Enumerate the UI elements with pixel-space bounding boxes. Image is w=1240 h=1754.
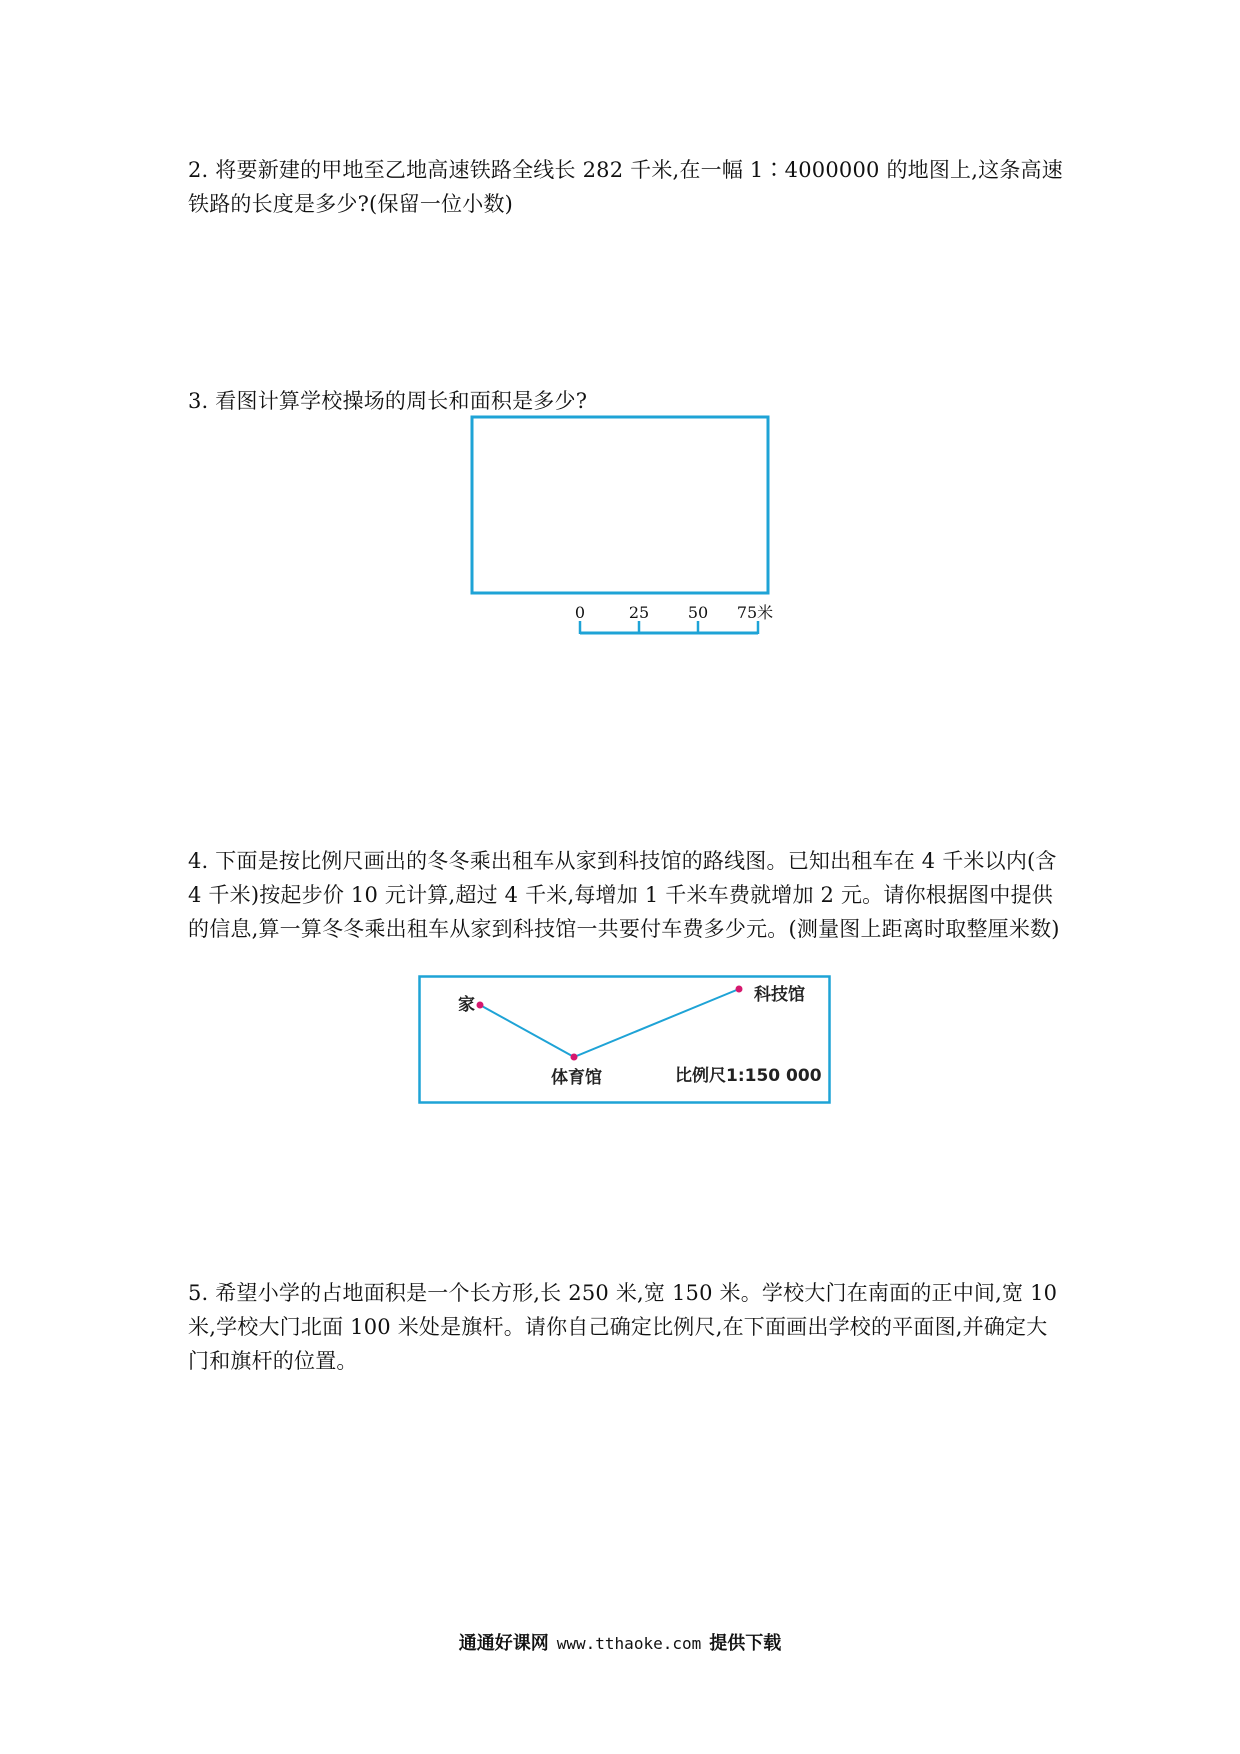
gym-point	[571, 1054, 578, 1061]
footer-suffix: 提供下载	[709, 1633, 782, 1654]
question-3: 3. 看图计算学校操场的周长和面积是多少?	[188, 389, 588, 413]
map-scale-label: 比例尺1:150 000	[675, 1066, 822, 1086]
scale-tick-75: 75米	[736, 603, 774, 622]
scale-bar	[580, 621, 758, 634]
scale-tick-50: 50	[687, 603, 709, 622]
museum-label: 科技馆	[754, 985, 805, 1005]
question-5: 5. 希望小学的占地面积是一个长方形,长 250 米,宽 150 米。学校大门在南面的正中间,宽 10 米,学校大门北面 100 米处是旗杆。请你自己确定比例尺,在下面画出学校的平面图,并确定大门和旗杆的位置。	[188, 1281, 1058, 1373]
footer-site-name: 通通好课网	[458, 1633, 549, 1654]
home-point	[477, 1002, 484, 1009]
scale-tick-0: 0	[574, 603, 586, 622]
question-2: 2. 将要新建的甲地至乙地高速铁路全线长 282 千米,在一幅 1∶4000000 的地图上,这条高速铁路的长度是多少?(保留一位小数)	[188, 158, 1063, 216]
footer-url[interactable]: www.tthaoke.com	[556, 1634, 702, 1653]
route-path	[480, 989, 739, 1057]
playground-rectangle	[472, 417, 768, 593]
scale-tick-25: 25	[628, 603, 650, 622]
museum-point	[736, 986, 743, 993]
route-map	[418, 975, 832, 1105]
page-footer	[0, 1632, 1240, 1656]
gym-label: 体育馆	[551, 1068, 602, 1088]
question-4: 4. 下面是按比例尺画出的冬冬乘出租车从家到科技馆的路线图。已知出租车在 4 千米以内(含 4 千米)按起步价 10 元计算,超过 4 千米,每增加 1 千米车费就增加 2 元。请你根据图中提供的信息,算一算冬冬乘出租车从家到科技馆一共要付车费多少元。(测量图上距离时取整厘米数)	[188, 849, 1060, 941]
home-label: 家	[458, 995, 475, 1015]
playground-diagram	[470, 415, 780, 645]
